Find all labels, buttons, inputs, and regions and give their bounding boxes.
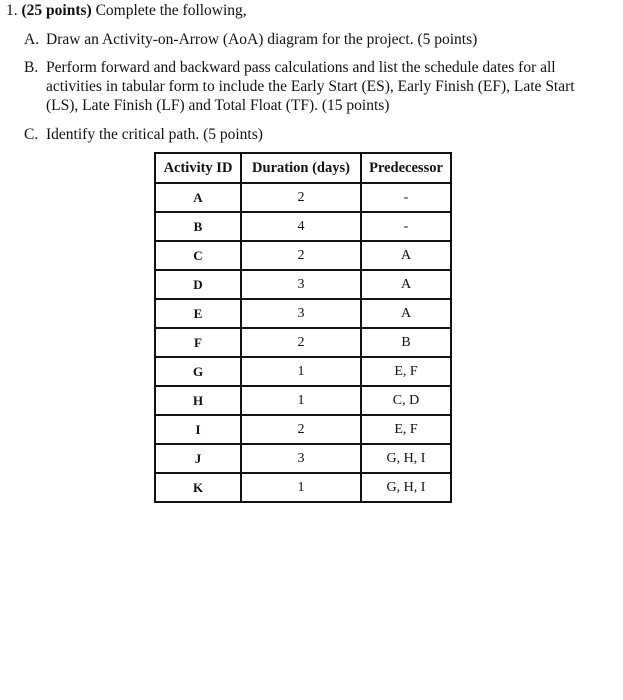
header-predecessor: Predecessor [361,153,451,183]
cell-duration: 1 [241,386,361,415]
cell-activity-id: C [155,241,241,270]
cell-activity-id: G [155,357,241,386]
table-row [155,241,451,270]
cell-predecessor: C, D [361,386,451,415]
table-row [155,328,451,357]
cell-activity-id: J [155,444,241,473]
task-text: Identify the critical path. (5 points) [46,126,263,143]
table-header-row [155,153,451,183]
task-label: A. [24,31,40,48]
table-row [155,415,451,444]
cell-duration: 4 [241,212,361,241]
table-row [155,473,451,502]
cell-activity-id: F [155,328,241,357]
cell-duration: 2 [241,415,361,444]
cell-duration: 1 [241,473,361,502]
cell-activity-id: D [155,270,241,299]
table-row [155,444,451,473]
cell-predecessor: - [361,183,451,212]
header-activity-id: Activity ID [155,153,241,183]
table-row [155,357,451,386]
task-item-c [24,125,594,144]
cell-activity-id: I [155,415,241,444]
cell-duration: 3 [241,299,361,328]
cell-predecessor: A [361,270,451,299]
cell-activity-id: H [155,386,241,415]
cell-activity-id: E [155,299,241,328]
table-row [155,299,451,328]
cell-predecessor: E, F [361,357,451,386]
cell-duration: 2 [241,183,361,212]
cell-predecessor: - [361,212,451,241]
table-row [155,270,451,299]
cell-duration: 2 [241,241,361,270]
task-text: Perform forward and backward pass calculations and list the schedule dates for all activities in tabular form to include the Early Start (ES), Early Finish (EF), Late Start (LS), Late Finish (LF) and Total Float (TF). (15 points) [46,59,575,114]
activity-table [154,152,452,503]
task-text: Draw an Activity-on-Arrow (AoA) diagram for the project. (5 points) [46,31,478,48]
task-item-b [24,58,594,115]
cell-predecessor: B [361,328,451,357]
task-label: C. [24,126,39,143]
cell-duration: 1 [241,357,361,386]
task-item-a [24,30,594,49]
question-number: 1. [6,2,18,19]
cell-predecessor: E, F [361,415,451,444]
cell-predecessor: A [361,299,451,328]
cell-activity-id: K [155,473,241,502]
cell-predecessor: G, H, I [361,473,451,502]
table-row [155,212,451,241]
table-row [155,183,451,212]
question-points: (25 points) [21,2,92,19]
question-heading [6,2,247,20]
task-label: B. [24,59,39,76]
cell-duration: 3 [241,444,361,473]
cell-duration: 3 [241,270,361,299]
cell-predecessor: G, H, I [361,444,451,473]
cell-activity-id: A [155,183,241,212]
table-row [155,386,451,415]
header-duration: Duration (days) [241,153,361,183]
cell-predecessor: A [361,241,451,270]
cell-activity-id: B [155,212,241,241]
cell-duration: 2 [241,328,361,357]
question-instruction: Complete the following, [95,2,247,19]
